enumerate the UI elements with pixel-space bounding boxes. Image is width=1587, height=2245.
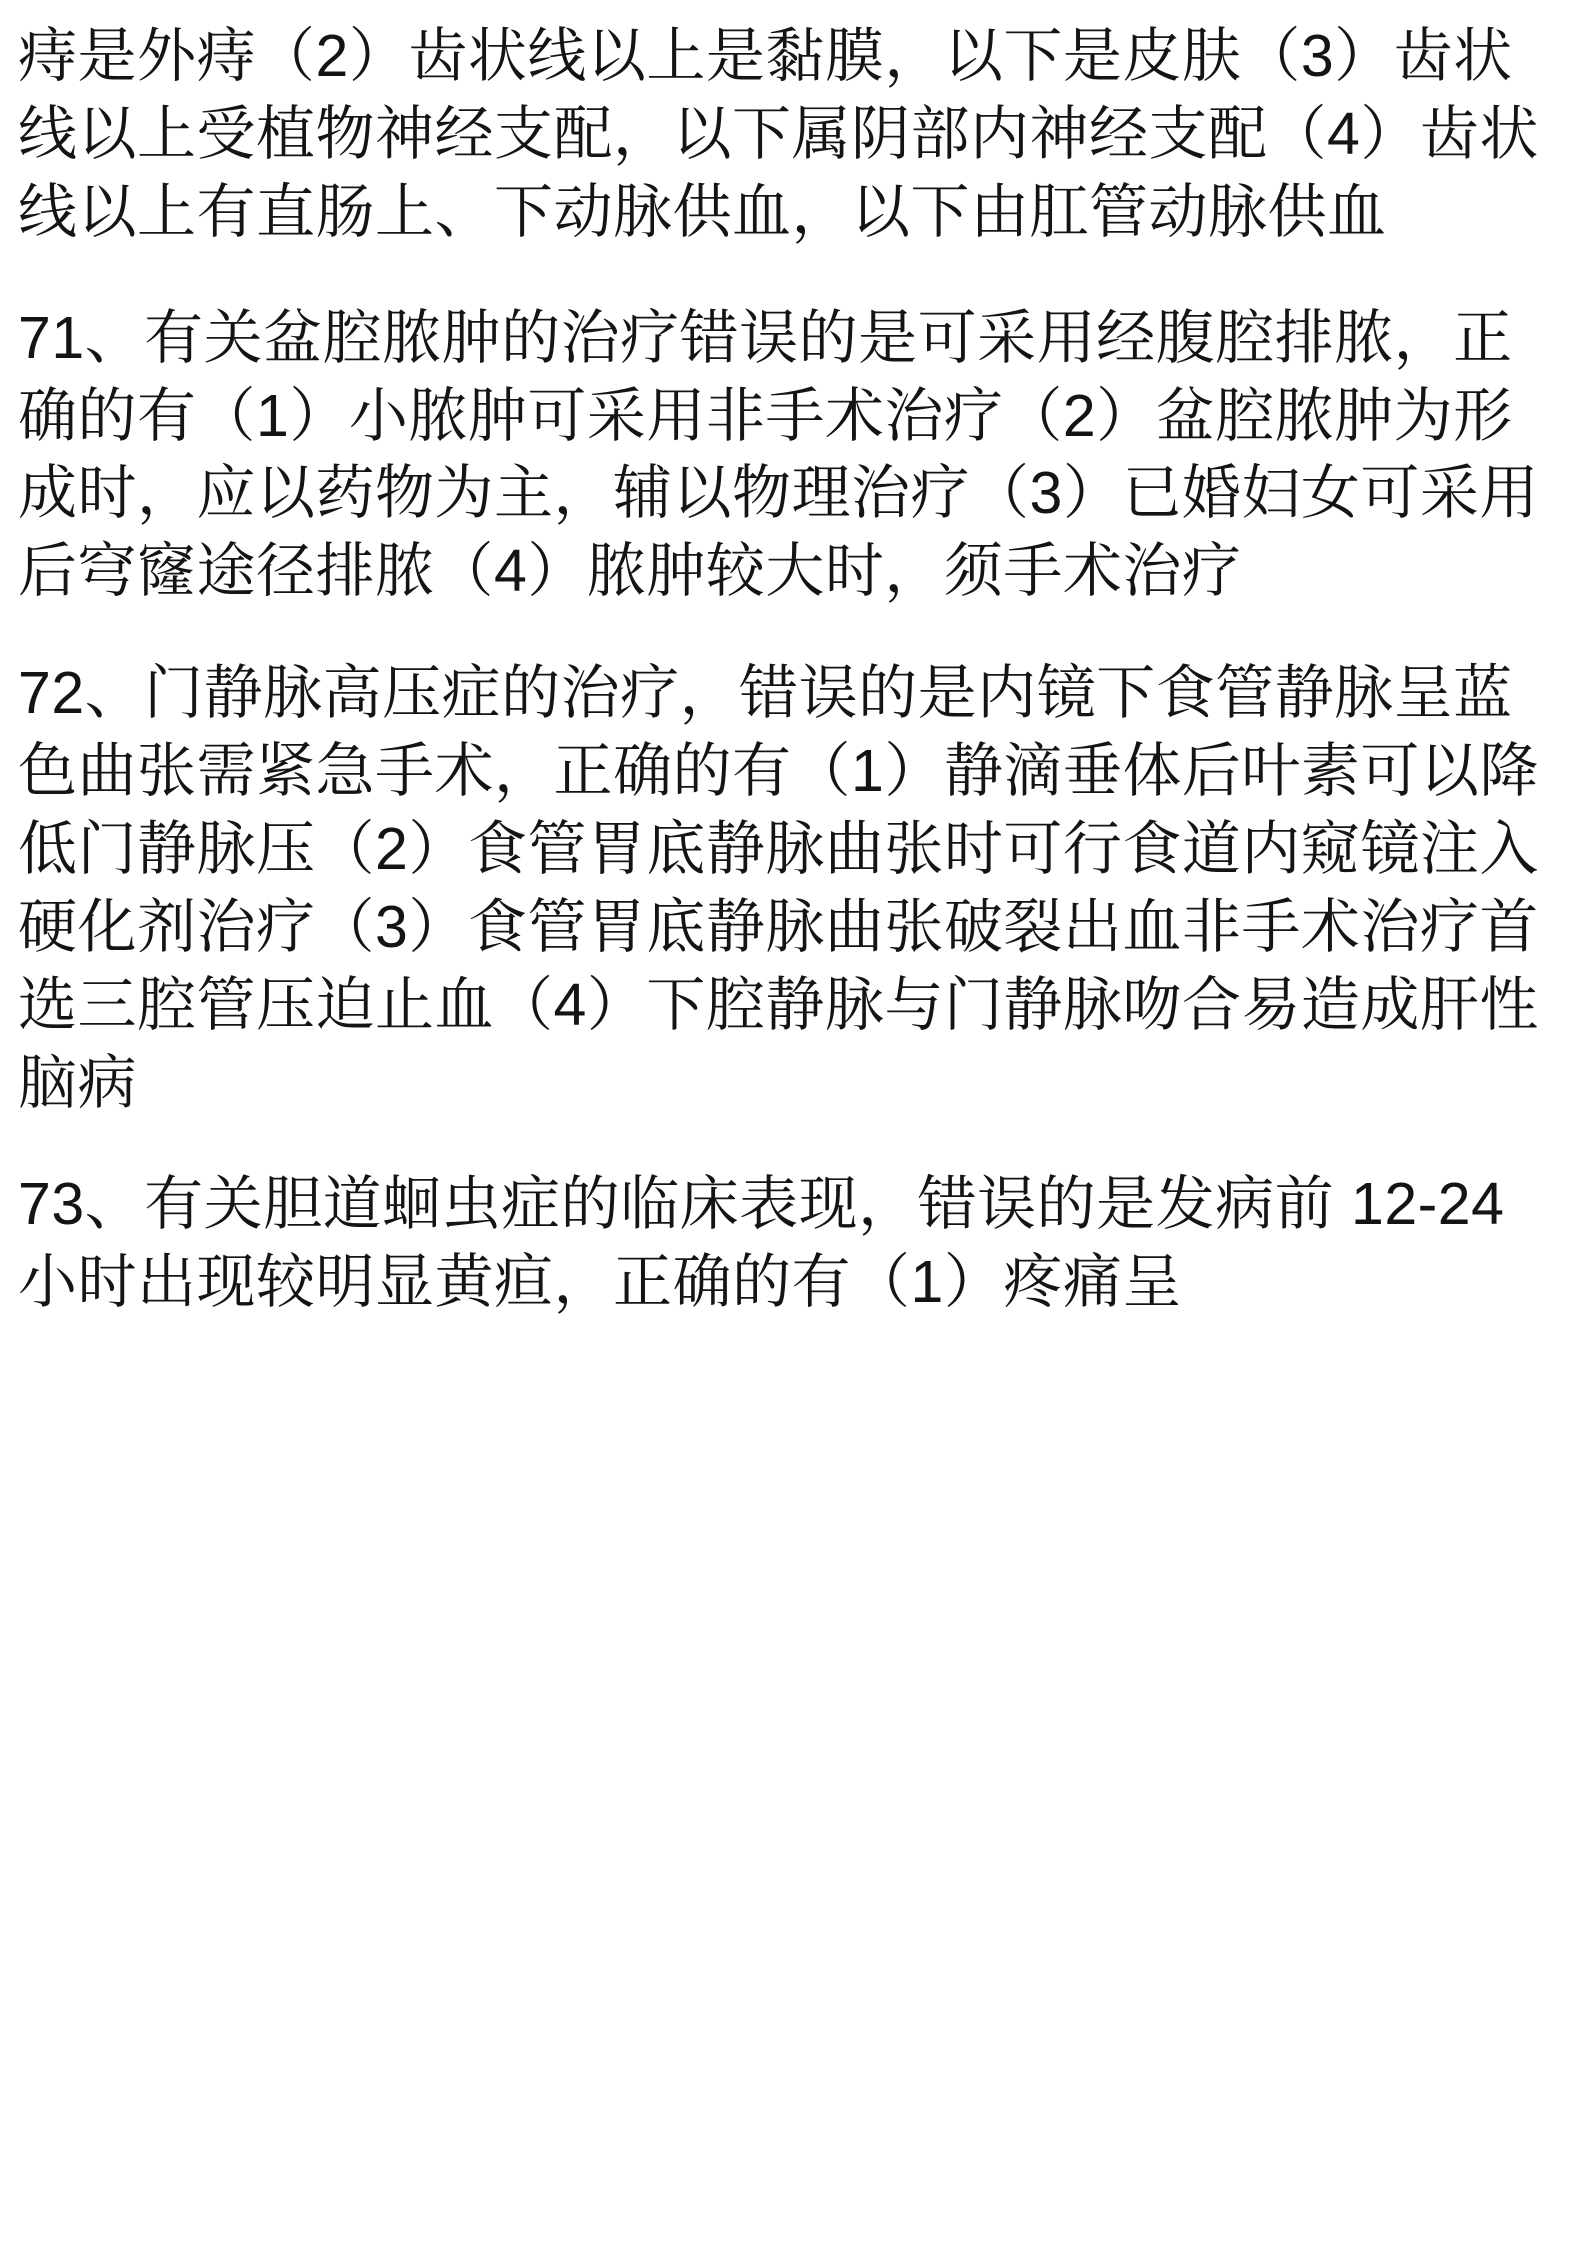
paragraph-continued-question-70: 痔是外痔（2）齿状线以上是黏膜，以下是皮肤（3）齿状线以上受植物神经支配，以下属阴部内神经支配（4）齿状线以上有直肠上、下动脉供血，以下由肛管动脉供血 bbox=[18, 23, 1539, 245]
paragraph-question-72: 72、门静脉高压症的治疗，错误的是内镜下食管静脉呈蓝色曲张需紧急手术，正确的有（1）静滴垂体后叶素可以降低门静脉压（2）食管胃底静脉曲张时可行食道内窥镜注入硬化剂治疗（3）食管胃底静脉曲张破裂出血非手术治疗首选三腔管压迫止血（4）下腔静脉与门静脉吻合易造成肝性脑病 bbox=[18, 660, 1539, 1116]
paragraph-question-71: 71、有关盆腔脓肿的治疗错误的是可采用经腹腔排脓，正确的有（1）小脓肿可采用非手术治疗（2）盆腔脓肿为形成时，应以药物为主，辅以物理治疗（3）已婚妇女可采用后穹窿途径排脓（4）脓肿较大时，须手术治疗 bbox=[18, 304, 1539, 605]
paragraph-question-73: 73、有关胆道蛔虫症的临床表现，错误的是发病前 12-24 小时出现较明显黄疸，正确的有（1）疼痛呈 bbox=[18, 1171, 1505, 1316]
